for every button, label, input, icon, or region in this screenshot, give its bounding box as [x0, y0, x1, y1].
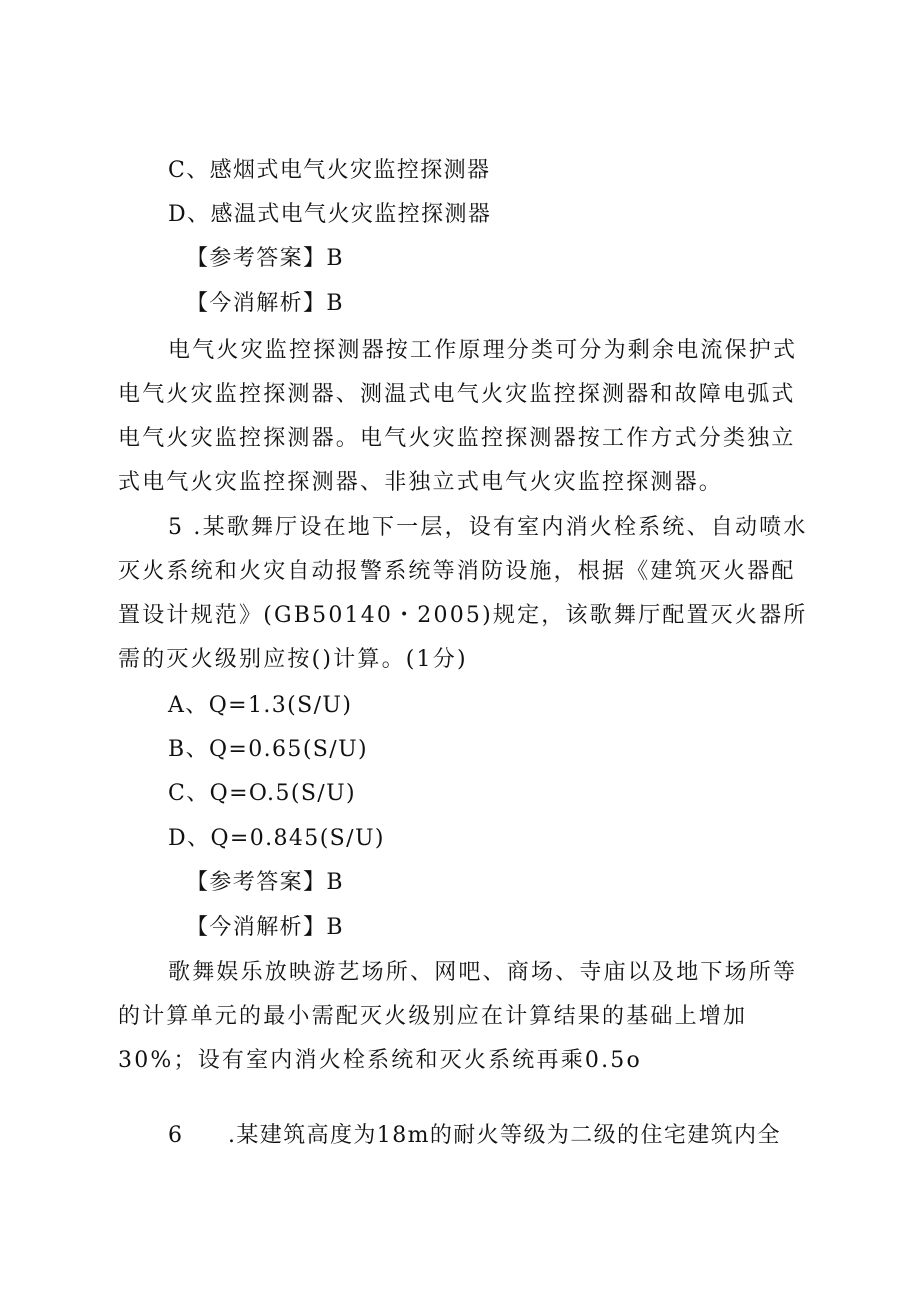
q5-option-a: A、Q=1.3(S∕U): [168, 693, 353, 718]
q4-option-d: D、感温式电气火灾监控探测器: [168, 202, 492, 227]
q5-analysis-label: 【今消解析】B: [186, 915, 344, 940]
q4-analysis-text: 电气火灾监控探测器按工作原理分类可分为剩余电流保护式电气火灾监控探测器、测温式电气火灾监控探测器和故障电弧式电气火灾监控探测器。电气火灾监控探测器按工作方式分类独立式电气火灾监控探测器、非独立式电气火灾监控探测器。: [118, 338, 798, 495]
q5-analysis-text: 歌舞娱乐放映游艺场所、网吧、商场、寺庙以及地下场所等的计算单元的最小需配灭火级别应在计算结果的基础上增加30%；设有室内消火栓系统和灭火系统再乘0.5o: [118, 960, 798, 1073]
q6-number: 6: [168, 1123, 184, 1148]
q4-option-c: C、感烟式电气火灾监控探测器: [168, 158, 491, 183]
q4-answer: 【参考答案】B: [186, 246, 344, 271]
q4-analysis-label: 【今消解析】B: [186, 291, 344, 316]
q5-option-b: B、Q=0.65(S∕U): [168, 737, 369, 762]
q6-stem: .某建筑高度为18m的耐火等级为二级的住宅建筑内全: [228, 1123, 781, 1148]
q5-option-d: D、Q=0.845(S∕U): [168, 826, 385, 851]
q5-answer: 【参考答案】B: [186, 870, 344, 895]
q5-stem: 5 .某歌舞厅设在地下一层，设有室内消火栓系统、自动喷水灭火系统和火灾自动报警系统等消防设施，根据《建筑灭火器配置设计规范》(GB50140・2005)规定，该歌舞厅配置灭火器所需的灭火级别应按()计算。(1分): [118, 515, 808, 672]
q5-option-c: C、Q=O.5(S∕U): [168, 781, 357, 806]
